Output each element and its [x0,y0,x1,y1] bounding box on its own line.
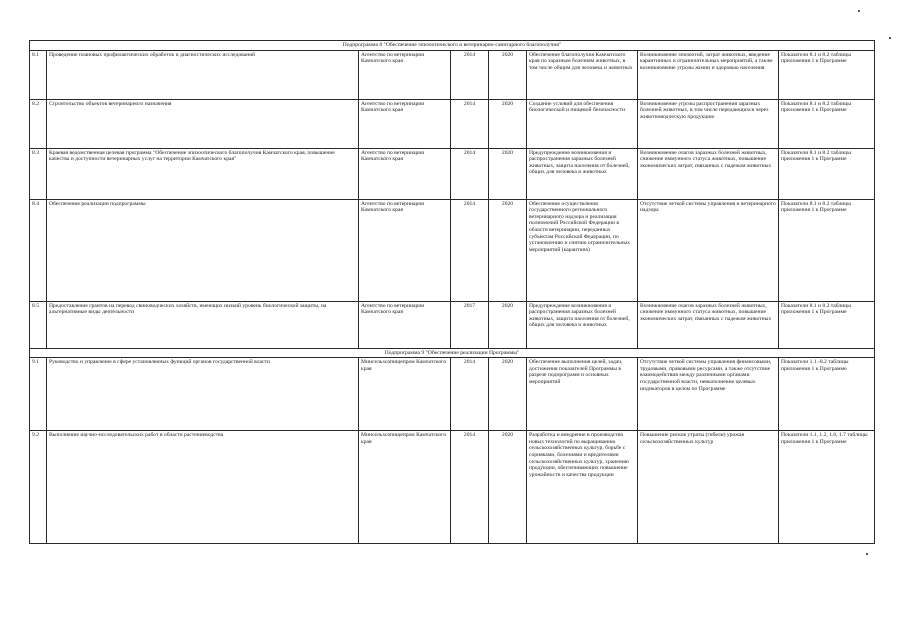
executor-cell: Минсельхозпищепром Камчатского края [359,358,451,431]
row-number: 8.2 [30,99,47,148]
measure-name: Краевая ведомственная целевая программа "Обеспечение эпизоотического благополучия Камчатского края, повышение качества и доступности ветеринарных услуг на территории Камчатского края" [47,148,359,199]
executor-cell: Агентство по ветеринарии Камчатского края [359,50,451,99]
row-number: 9.2 [30,431,47,544]
section-header-row [30,348,875,358]
program-measures-table [29,40,875,544]
measure-name: Проведение плановых профилактических обработок и диагностических исследований [47,50,359,99]
executor-cell: Агентство по ветеринарии Камчатского края [359,199,451,301]
row-number: 8.1 [30,50,47,99]
indicators-cell: Показатели 8.1 и 8.2 таблицы приложения 1 к Программе [779,199,875,301]
expected-result: Предупреждение возникновения и распространения заразных болезней животных, защита населения от болезней, общих для человека и животных [527,301,638,348]
indicators-cell: Показатели 1.1, 1.2, 1.6, 1.7 таблицы приложения 1 к Программе [779,431,875,544]
table-row [30,301,875,348]
indicators-cell: Показатели 8.1 и 8.2 таблицы приложения 1 к Программе [779,50,875,99]
expected-result: Создание условий для обеспечения биологической и пищевой безопасности [527,99,638,148]
start-year: 2014 [451,148,489,199]
table-row [30,99,875,148]
consequences-cell: Отсутствие четкой системы управления финансовыми, трудовыми, правовыми ресурсами, а также отсутствие взаимодействия между различными органами государственной власти, невыполнение целевых индикаторов в целом по Программе [638,358,779,431]
measure-name: Обеспечение реализации подпрограммы [47,199,359,301]
start-year: 2014 [451,358,489,431]
table-row [30,50,875,99]
measure-name: Предоставление грантов на перевод свиноводческих хозяйств, имеющих низкий уровень биологической защиты, на альтернативные виды деятельности [47,301,359,348]
executor-cell: Агентство по ветеринарии Камчатского края [359,301,451,348]
start-year: 2014 [451,50,489,99]
table-row [30,358,875,431]
measure-name: Выполнение научно-исследовательских работ в области растениеводства [47,431,359,544]
table-row [30,431,875,544]
table-row [30,148,875,199]
start-year: 2017 [451,301,489,348]
executor-cell: Агентство по ветеринарии Камчатского края [359,99,451,148]
indicators-cell: Показатели 8.1 и 8.2 таблицы приложения 1 к Программе [779,148,875,199]
start-year: 2014 [451,99,489,148]
section-title: Подпрограмма 9 "Обеспечение реализации Программы" [30,348,875,358]
expected-result: Обеспечение осуществления государственного регионального ветеринарного надзора и реализация полномочий Российской Федерации в области ветеринарии, переданных субъектам Российской Федерации, по установлению и снятию ограничительных мероприятий (карантина) [527,199,638,301]
expected-result: Предупреждение возникновения и распространения заразных болезней животных, защита населения от болезней, общих для человека и животных [527,148,638,199]
measure-name: Строительство объектов ветеринарного назначения [47,99,359,148]
end-year: 2020 [489,148,527,199]
start-year: 2014 [451,199,489,301]
consequences-cell: Возникновение очагов заразных болезней животных, снижение иммунного статуса животных, повышение экономических затрат, связанных с падежом животных [638,301,779,348]
consequences-cell: Возникновение угрозы распространения заразных болезней животных, в том числе передающихся через животноводческую продукцию [638,99,779,148]
consequences-cell: Повышение рисков утраты (гибели) урожая сельскохозяйственных культур [638,431,779,544]
executor-cell: Агентство по ветеринарии Камчатского края [359,148,451,199]
row-number: 8.4 [30,199,47,301]
section-header-row [30,41,875,51]
expected-result: Обеспечение выполнения целей, задач, достижения показателей Программы в разрезе подпрограмм и основных мероприятий [527,358,638,431]
scan-speck [866,553,868,555]
expected-result: Разработка и внедрение в производство новых технологий по выращиванию сельскохозяйственных культур, борьбе с сорняками, болезнями и вредителями сельскохозяйственных культур, хранению продукции, обеспечивающих повышение урожайности и качества продукции [527,431,638,544]
indicators-cell: Показатели 8.1 и 8.2 таблицы приложения 1 к Программе [779,99,875,148]
end-year: 2020 [489,301,527,348]
end-year: 2020 [489,99,527,148]
consequences-cell: Возникновение очагов заразных болезней животных, снижение иммунного статуса животных, повышение экономических затрат, связанных с падежом животных [638,148,779,199]
row-number: 8.5 [30,301,47,348]
end-year: 2020 [489,431,527,544]
consequences-cell: Возникновение эпизоотий, затрат животных, введение карантинных и ограничительных мероприятий, а также возникновение угрозы жизни и здоровью населения [638,50,779,99]
indicators-cell: Показатели 8.1 и 8.2 таблицы приложения 1 к Программе [779,301,875,348]
row-number: 9.1 [30,358,47,431]
measure-name: Руководство и управление в сфере установленных функций органов государственной власти [47,358,359,431]
end-year: 2020 [489,199,527,301]
table-row [30,199,875,301]
scan-speck [889,37,891,39]
start-year: 2014 [451,431,489,544]
end-year: 2020 [489,50,527,99]
row-number: 8.3 [30,148,47,199]
end-year: 2020 [489,358,527,431]
consequences-cell: Отсутствие четкой системы управления и ветеринарного надзора [638,199,779,301]
indicators-cell: Показатели 1.1.-8.2 таблицы приложения 1 к Программе [779,358,875,431]
executor-cell: Минсельхозпищепром Камчатского края [359,431,451,544]
expected-result: Обеспечение благополучия Камчатского края по заразным болезням животных, в том числе общим для человека и животных [527,50,638,99]
section-title: Подпрограмма 8 "Обеспечение эпизоотического и ветеринарно-санитарного благополучия" [30,41,875,51]
scan-speck [858,10,860,12]
